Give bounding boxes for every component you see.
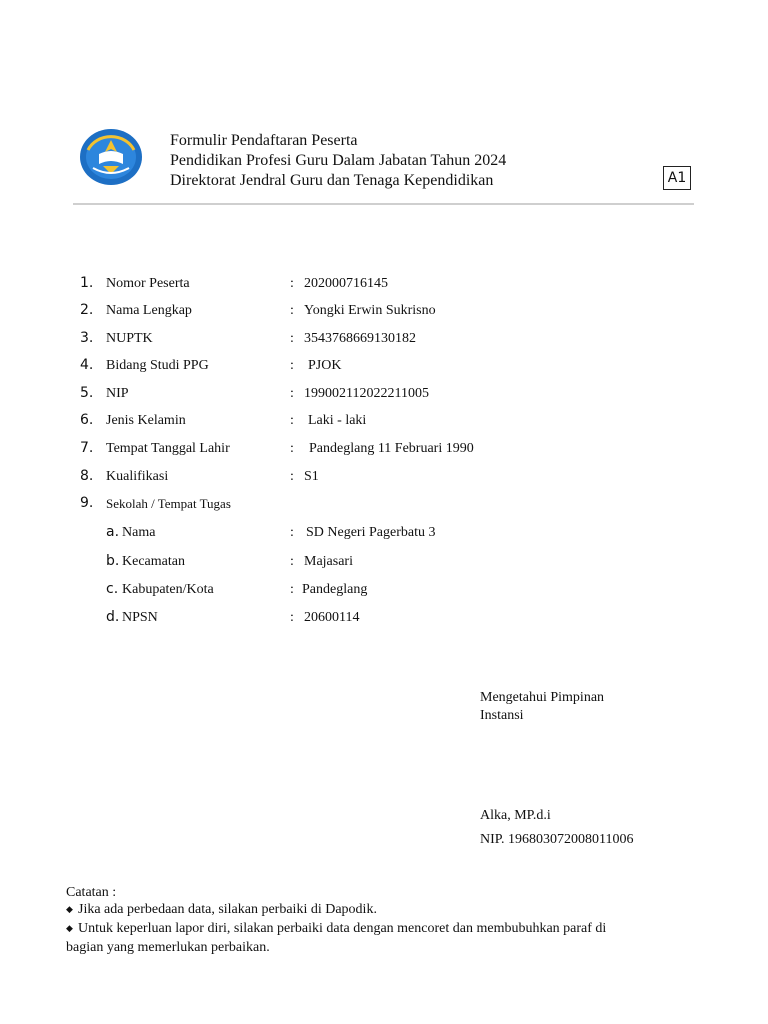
notes-heading: Catatan :: [66, 885, 117, 900]
field-row-nomor-peserta: [0, 275, 768, 295]
sub-field-value: Pandeglang: [302, 582, 368, 597]
field-value: S1: [304, 469, 319, 484]
field-colon: :: [290, 331, 294, 346]
school-row-kecamatan: [0, 553, 768, 573]
tut-wuri-handayani-logo: [79, 128, 143, 186]
field-value: PJOK: [308, 358, 342, 373]
header-title: Formulir Pendaftaran Peserta: [170, 132, 358, 149]
field-number: 9.: [80, 495, 94, 511]
field-label: Nomor Peserta: [106, 276, 190, 291]
sub-field-value: Majasari: [304, 554, 353, 569]
field-value: Laki - laki: [308, 413, 367, 428]
header-directorate: Direktorat Jendral Guru dan Tenaga Kependidikan: [170, 172, 494, 189]
sub-field-label: Nama: [122, 525, 156, 540]
field-number: 7.: [80, 440, 94, 456]
bullet-diamond-icon: ◆: [66, 905, 73, 915]
field-number: 2.: [80, 302, 94, 318]
signature-title: Mengetahui Pimpinan: [480, 690, 605, 705]
school-row-npsn: [0, 609, 768, 629]
bullet-diamond-icon: ◆: [66, 924, 73, 934]
school-row-kabupaten: [0, 581, 768, 601]
form-code-box: A1: [663, 166, 691, 190]
field-value: 202000716145: [304, 276, 388, 291]
field-value: 199002112022211005: [304, 386, 429, 401]
sub-field-letter: c.: [106, 581, 119, 597]
sub-field-colon: :: [290, 554, 294, 569]
field-label: Tempat Tanggal Lahir: [106, 441, 230, 456]
field-label: NIP: [106, 386, 129, 401]
note-text: Untuk keperluan lapor diri, silakan perbaiki data dengan mencoret dan membubuhkan paraf di: [78, 921, 607, 936]
sub-field-colon: :: [290, 610, 294, 625]
field-row-kualifikasi: [0, 468, 768, 488]
field-row-nuptk: [0, 330, 768, 350]
field-number: 4.: [80, 357, 94, 373]
sub-field-label: Kabupaten/Kota: [122, 582, 214, 597]
notes-section: [66, 884, 686, 956]
form-header: [170, 131, 506, 191]
sub-field-value: 20600114: [304, 610, 360, 625]
field-value: Pandeglang 11 Februari 1990: [309, 441, 474, 456]
field-number: 3.: [80, 330, 94, 346]
note-continuation: bagian yang memerlukan perbaikan.: [66, 940, 270, 955]
sub-field-value: SD Negeri Pagerbatu 3: [306, 525, 436, 540]
field-colon: :: [290, 303, 294, 318]
field-label: Sekolah / Tempat Tugas: [106, 496, 231, 511]
field-label: Jenis Kelamin: [106, 413, 186, 428]
header-divider: [73, 203, 694, 205]
field-colon: :: [290, 276, 294, 291]
field-row-sekolah: [0, 495, 768, 515]
field-label: NUPTK: [106, 331, 153, 346]
sub-field-letter: b.: [106, 553, 120, 569]
field-value: 3543768669130182: [304, 331, 416, 346]
field-colon: :: [290, 413, 294, 428]
field-label: Kualifikasi: [106, 469, 169, 484]
sub-field-label: Kecamatan: [122, 554, 185, 569]
field-colon: :: [290, 469, 294, 484]
field-number: 5.: [80, 385, 94, 401]
signature-title-cont: Instansi: [480, 708, 524, 723]
field-colon: :: [290, 441, 294, 456]
field-colon: :: [290, 386, 294, 401]
signatory-name: Alka, MP.d.i: [480, 808, 551, 823]
school-row-nama: [0, 524, 768, 544]
field-row-tempat-tanggal-lahir: [0, 440, 768, 460]
field-row-bidang-studi: [0, 357, 768, 377]
field-number: 8.: [80, 468, 94, 484]
sub-field-letter: a.: [106, 524, 120, 540]
note-text: Jika ada perbedaan data, silakan perbaiki di Dapodik.: [78, 902, 377, 917]
field-row-jenis-kelamin: [0, 412, 768, 432]
note-item: [66, 920, 686, 939]
field-row-nip: [0, 385, 768, 405]
field-colon: :: [290, 358, 294, 373]
field-label: Nama Lengkap: [106, 303, 192, 318]
field-number: 1.: [80, 275, 94, 291]
note-item: [66, 901, 686, 920]
sub-field-label: NPSN: [122, 610, 158, 625]
field-number: 6.: [80, 412, 94, 428]
signatory-nip: NIP. 196803072008011006: [480, 832, 634, 847]
field-label: Bidang Studi PPG: [106, 358, 209, 373]
sub-field-colon: :: [290, 525, 294, 540]
sub-field-colon: :: [290, 582, 294, 597]
field-row-nama-lengkap: [0, 302, 768, 322]
field-value: Yongki Erwin Sukrisno: [304, 303, 436, 318]
header-subtitle: Pendidikan Profesi Guru Dalam Jabatan Tahun 2024: [170, 152, 507, 169]
sub-field-letter: d.: [106, 609, 120, 625]
